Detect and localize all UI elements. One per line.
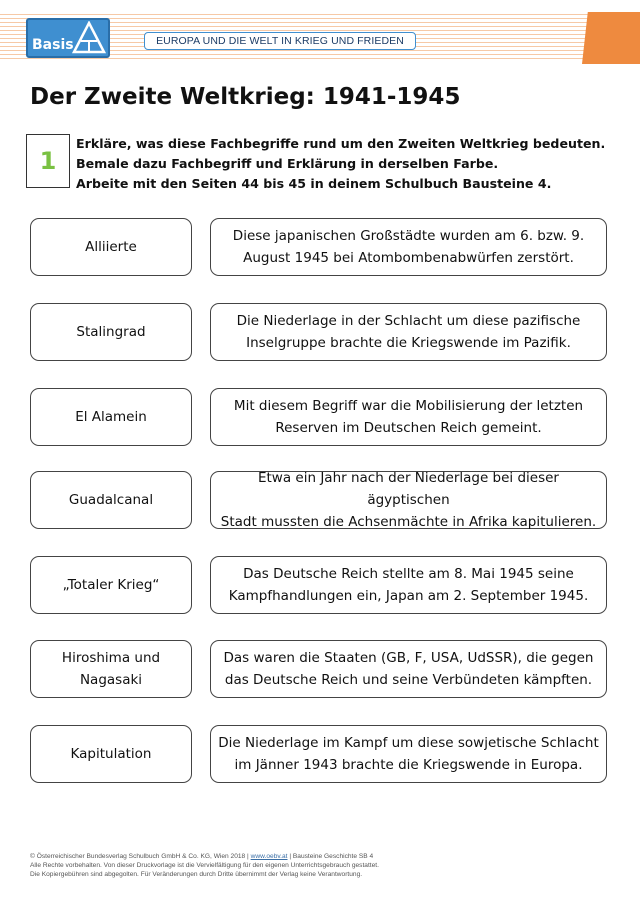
term-box[interactable]	[30, 303, 192, 361]
instruction-line: Erkläre, was diese Fachbegriffe rund um den Zweiten Weltkrieg bedeuten.	[76, 136, 606, 151]
footer-copyright	[30, 852, 379, 879]
definition-box[interactable]	[210, 471, 607, 529]
definition-box[interactable]	[210, 388, 607, 446]
term-text: El Alamein	[75, 409, 147, 425]
publisher-link[interactable]: www.oebv.at	[250, 853, 288, 860]
definition-text: Mit diesem Begriff war die Mobilisierung der letzten Reserven im Deutschen Reich gemeint.	[233, 398, 584, 436]
definition-box[interactable]	[210, 303, 607, 361]
basis-logo	[26, 18, 110, 58]
definition-box[interactable]	[210, 218, 607, 276]
task-number-box	[26, 134, 70, 188]
footer-line: © Österreichischer Bundesverlag Schulbuch GmbH & Co. KG, Wien 2018 | www.oebv.at | Bausteine Geschichte SB 4	[30, 853, 374, 860]
term-box[interactable]	[30, 471, 192, 529]
page-title: Der Zweite Weltkrieg: 1941-1945	[30, 84, 461, 110]
term-text: Guadalcanal	[68, 492, 154, 508]
definition-text: Die Niederlage im Kampf um diese sowjetische Schlacht im Jänner 1943 brachte die Kriegswende in Europa.	[218, 735, 599, 773]
term-text: „Totaler Krieg“	[62, 577, 160, 593]
term-text: Hiroshima und Nagasaki	[61, 650, 161, 688]
orange-corner-tab	[582, 12, 640, 64]
definition-text: Das waren die Staaten (GB, F, USA, UdSSR), die gegen das Deutsche Reich und seine Verbündeten kämpften.	[223, 650, 594, 688]
definition-text: Etwa ein Jahr nach der Niederlage bei dieser ägyptischen Stadt mussten die Achsenmächte in Afrika kapitulieren.	[220, 470, 597, 530]
definition-box[interactable]	[210, 725, 607, 783]
term-text: Kapitulation	[70, 746, 152, 762]
series-title-band	[144, 32, 416, 50]
task-instructions	[76, 134, 605, 194]
footer-line: Die Kopiergebühren sind abgegolten. Für Veränderungen durch Dritte übernimmt der Verlag keine Verantwortung.	[30, 871, 363, 878]
term-box[interactable]	[30, 218, 192, 276]
triangle-logo-icon	[72, 21, 106, 55]
instruction-line: Bemale dazu Fachbegriff und Erklärung in derselben Farbe.	[76, 156, 499, 171]
series-title: EUROPA UND DIE WELT IN KRIEG UND FRIEDEN	[156, 35, 404, 47]
logo-text: Basis	[32, 37, 74, 53]
term-text: Stalingrad	[76, 324, 146, 340]
definition-text: Die Niederlage in der Schlacht um diese pazifische Inselgruppe brachte die Kriegswende im Pazifik.	[236, 313, 581, 351]
term-box[interactable]	[30, 388, 192, 446]
definition-text: Das Deutsche Reich stellte am 8. Mai 1945 seine Kampfhandlungen ein, Japan am 2. September 1945.	[228, 566, 589, 604]
term-box[interactable]	[30, 640, 192, 698]
definition-box[interactable]	[210, 640, 607, 698]
definition-box[interactable]	[210, 556, 607, 614]
term-box[interactable]	[30, 725, 192, 783]
task-number: 1	[39, 147, 57, 175]
term-box[interactable]	[30, 556, 192, 614]
footer-line: Alle Rechte vorbehalten. Von dieser Druckvorlage ist die Vervielfältigung für den eigenen Unterrichtsgebrauch gestattet.	[30, 862, 379, 869]
term-text: Alliierte	[85, 239, 137, 255]
instruction-line: Arbeite mit den Seiten 44 bis 45 in deinem Schulbuch Bausteine 4.	[76, 176, 552, 191]
definition-text: Diese japanischen Großstädte wurden am 6. bzw. 9. August 1945 bei Atombombenabwürfen zerstört.	[232, 228, 585, 266]
